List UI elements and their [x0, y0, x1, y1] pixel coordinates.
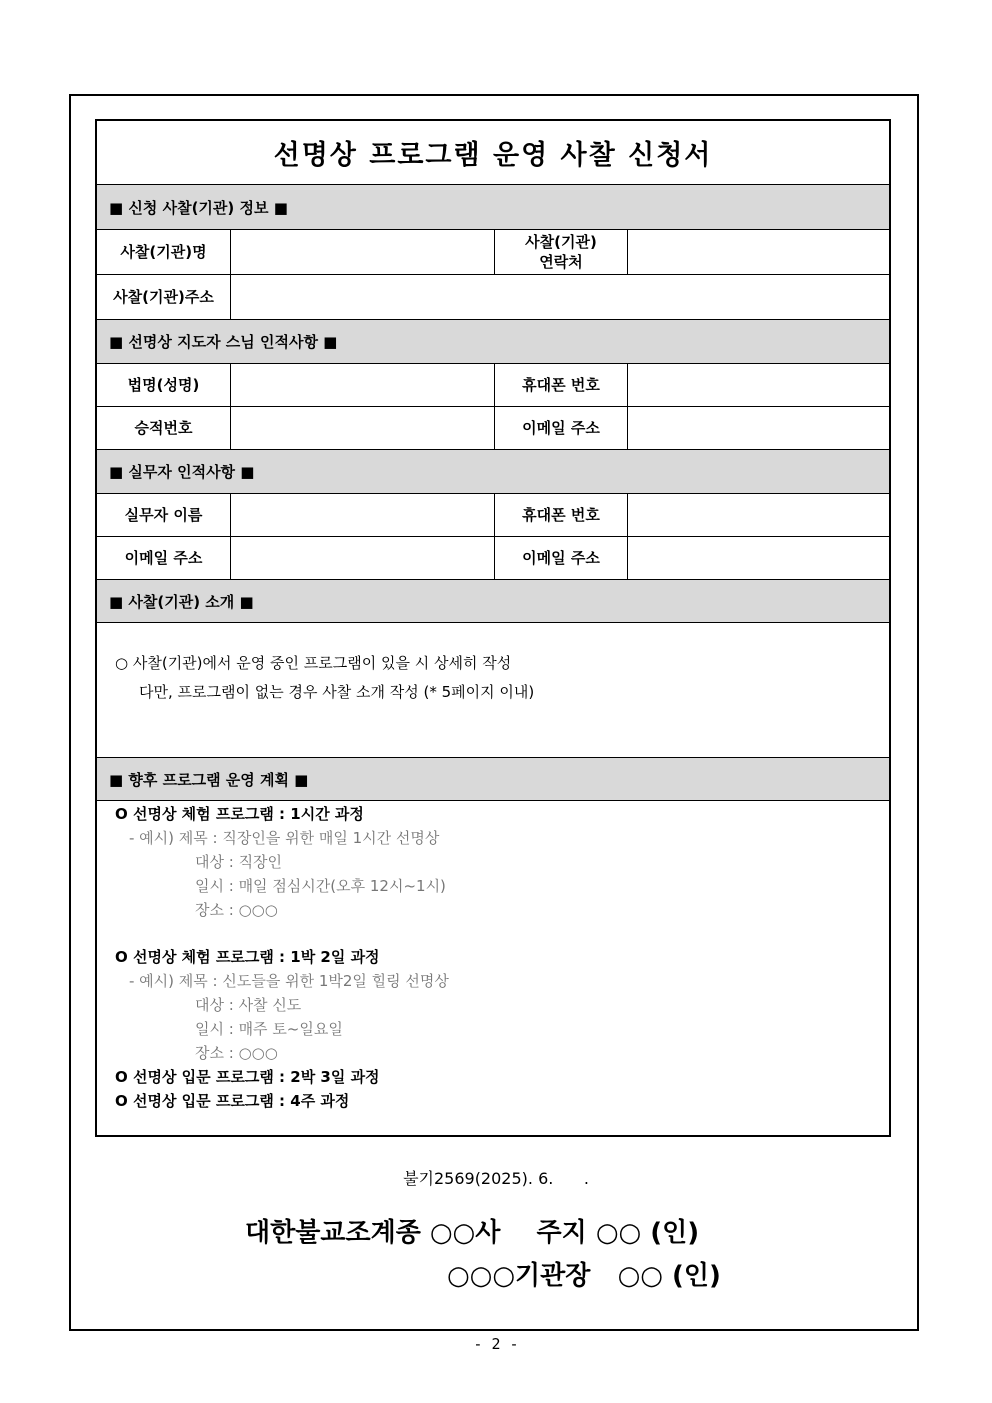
row-staff-1: [97, 494, 889, 537]
section-header-plan: ■ 향후 프로그램 운영 계획 ■: [97, 758, 889, 801]
temple-address-field[interactable]: [231, 275, 889, 319]
form-title: 선명상 프로그램 운영 사찰 신청서: [97, 121, 889, 185]
instructor-email-label: 이메일 주소: [495, 407, 628, 449]
section-header-instructor: ■ 선명상 지도자 스님 인적사항 ■: [97, 320, 889, 364]
plan-content[interactable]: [97, 801, 889, 1135]
plan-item-2: O 선명상 체험 프로그램 : 1박 2일 과정: [115, 948, 380, 966]
section-header-staff: ■ 실무자 인적사항 ■: [97, 450, 889, 494]
page-number: - 2 -: [473, 1335, 519, 1353]
plan-item-1-example-time: 일시 : 매일 점심시간(오후 12시~1시): [195, 877, 446, 895]
staff-phone-field[interactable]: [628, 494, 889, 536]
temple-address-label: 사찰(기관)주소: [97, 275, 231, 319]
staff-name-label: 실무자 이름: [97, 494, 231, 536]
temple-name-label: 사찰(기관)명: [97, 230, 231, 274]
dharma-name-field[interactable]: [231, 364, 495, 406]
staff-email-label-2: 이메일 주소: [495, 537, 628, 579]
plan-item-1: O 선명상 체험 프로그램 : 1시간 과정: [115, 805, 364, 823]
application-date: 불기2569(2025). 6. .: [403, 1169, 589, 1188]
temple-contact-field[interactable]: [628, 230, 889, 274]
staff-email-label: 이메일 주소: [97, 537, 231, 579]
plan-item-1-example-target: 대상 : 직장인: [195, 853, 283, 871]
section-header-intro: ■ 사찰(기관) 소개 ■: [97, 580, 889, 623]
staff-email-field-2[interactable]: [628, 537, 889, 579]
dharma-name-label: 법명(성명): [97, 364, 231, 406]
temple-contact-label: 사찰(기관) 연락처: [495, 230, 628, 274]
plan-item-1-example-title: - 예시) 제목 : 직장인을 위한 매일 1시간 선명상: [129, 829, 440, 847]
instructor-email-field[interactable]: [628, 407, 889, 449]
ordination-number-label: 승적번호: [97, 407, 231, 449]
plan-item-4: O 선명상 입문 프로그램 : 4주 과정: [115, 1092, 350, 1110]
instructor-phone-label: 휴대폰 번호: [495, 364, 628, 406]
intro-line-1: ○ 사찰(기관)에서 운영 중인 프로그램이 있을 시 상세히 작성: [115, 654, 512, 672]
instructor-phone-field[interactable]: [628, 364, 889, 406]
plan-spacer: [115, 922, 889, 945]
row-temple-name: [97, 230, 889, 275]
application-form: [95, 119, 891, 1137]
plan-item-1-example-place: 장소 : ○○○: [195, 901, 278, 919]
plan-item-3: O 선명상 입문 프로그램 : 2박 3일 과정: [115, 1068, 380, 1086]
plan-item-2-example-target: 대상 : 사찰 신도: [195, 996, 302, 1014]
row-staff-2: [97, 537, 889, 580]
row-temple-address: [97, 275, 889, 320]
staff-phone-label: 휴대폰 번호: [495, 494, 628, 536]
row-instructor-1: [97, 364, 889, 407]
staff-email-field[interactable]: [231, 537, 495, 579]
temple-name-field[interactable]: [231, 230, 495, 274]
intro-content[interactable]: [97, 623, 889, 758]
signature-line-1: 대한불교조계종 ○○사 주지 ○○ (인): [245, 1218, 700, 1248]
row-instructor-2: [97, 407, 889, 450]
intro-line-2: 다만, 프로그램이 없는 경우 사찰 소개 작성 (* 5페이지 이내): [139, 683, 535, 701]
signature-line-2: ○○○기관장 ○○ (인): [447, 1261, 721, 1291]
ordination-number-field[interactable]: [231, 407, 495, 449]
plan-item-2-example-title: - 예시) 제목 : 신도들을 위한 1박2일 힐링 선명상: [129, 972, 449, 990]
staff-name-field[interactable]: [231, 494, 495, 536]
plan-item-2-example-time: 일시 : 매주 토~일요일: [195, 1020, 343, 1038]
section-header-temple-info: ■ 신청 사찰(기관) 정보 ■: [97, 185, 889, 230]
plan-item-2-example-place: 장소 : ○○○: [195, 1044, 278, 1062]
